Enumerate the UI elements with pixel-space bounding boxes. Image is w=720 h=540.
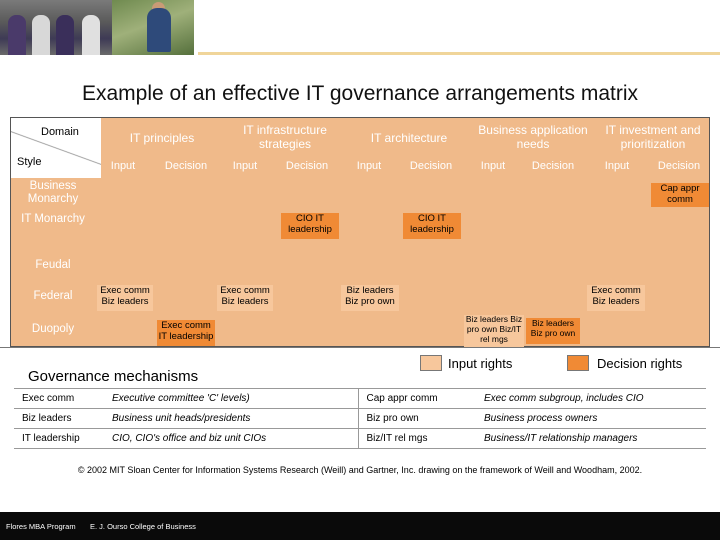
subheader-input: Input — [356, 160, 382, 172]
mechanism-key: Biz leaders — [14, 409, 104, 429]
style-federal: Federal — [33, 290, 73, 302]
footer-bar — [0, 512, 720, 540]
mechanisms-table — [14, 388, 706, 449]
cell-itm-architecture-decision: CIO IT leadership — [403, 213, 461, 239]
subheader-input: Input — [480, 160, 506, 172]
governance-mechanisms-title: Governance mechanisms — [28, 368, 199, 385]
style-duopoly: Duopoly — [31, 323, 75, 335]
subheader-decision: Decision — [409, 160, 453, 172]
mechanism-desc: Business unit heads/presidents — [104, 409, 358, 429]
governance-matrix — [10, 117, 710, 347]
header-accent-bar — [198, 52, 720, 55]
subheader-decision: Decision — [657, 160, 701, 172]
style-business-monarchy: Business Monarchy — [27, 180, 79, 206]
legend-divider — [0, 347, 720, 348]
style-feudal: Feudal — [35, 259, 71, 271]
mechanism-key: Biz pro own — [358, 409, 476, 429]
cell-federal-investment-input: Exec comm Biz leaders — [587, 285, 645, 311]
cell-federal-architecture-input: Biz leaders Biz pro own — [341, 285, 399, 311]
page-title: Example of an effective IT governance arrangements matrix — [81, 82, 638, 105]
cell-federal-infrastructure-input: Exec comm Biz leaders — [217, 285, 273, 311]
domain-business-applications: Business application needs — [478, 123, 588, 151]
legend-input-swatch — [420, 355, 442, 371]
mechanism-desc: Business/IT relationship managers — [476, 429, 706, 449]
cell-duopoly-applications-decision: Biz leaders Biz pro own — [526, 318, 580, 344]
mechanism-desc: Business process owners — [476, 409, 706, 429]
corner-domain-label: Domain — [41, 126, 79, 138]
matrix-corner — [11, 118, 101, 178]
reading-student-photo — [112, 0, 194, 55]
header-photos — [0, 0, 200, 55]
mechanism-desc: Exec comm subgroup, includes CIO — [476, 389, 706, 409]
corner-style-label: Style — [17, 156, 42, 168]
domain-it-investment: IT investment and prioritization — [605, 123, 701, 151]
cell-itm-infrastructure-decision: CIO IT leadership — [281, 213, 339, 239]
cell-bm-investment-decision: Cap appr comm — [651, 183, 709, 207]
mechanism-key: IT leadership — [14, 429, 104, 449]
subheader-decision: Decision — [164, 160, 208, 172]
subheader-input: Input — [110, 160, 136, 172]
legend-decision-label: Decision rights — [597, 356, 683, 371]
legend-input-label: Input rights — [448, 356, 513, 371]
mechanism-key: Biz/IT rel mgs — [358, 429, 476, 449]
mechanism-key: Exec comm — [14, 389, 104, 409]
subheader-decision: Decision — [285, 160, 329, 172]
domain-it-infrastructure: IT infrastructure strategies — [243, 123, 327, 151]
subheader-input: Input — [232, 160, 258, 172]
copyright-note: © 2002 MIT Sloan Center for Information Systems Research (Weill) and Gartner, Inc. drawing on the framework of Weill and Woodham, 2002. — [77, 465, 643, 475]
mechanism-desc: Executive committee 'C' levels) — [104, 389, 358, 409]
subheader-input: Input — [604, 160, 630, 172]
students-photo — [0, 0, 112, 55]
table-row — [14, 389, 706, 409]
footer-college: E. J. Ourso College of Business — [90, 522, 196, 531]
table-row — [14, 409, 706, 429]
subheader-decision: Decision — [531, 160, 575, 172]
mechanism-desc: CIO, CIO's office and biz unit CIOs — [104, 429, 358, 449]
style-it-monarchy: IT Monarchy — [21, 213, 85, 225]
footer-program: Flores MBA Program — [6, 522, 76, 531]
mechanism-key: Cap appr comm — [358, 389, 476, 409]
domain-it-principles: IT principles — [129, 131, 195, 145]
legend-decision-swatch — [567, 355, 589, 371]
cell-duopoly-applications-input: Biz leaders Biz pro own Biz/IT rel mgs — [464, 315, 524, 347]
domain-it-architecture: IT architecture — [370, 131, 448, 145]
cell-federal-principles-input: Exec comm Biz leaders — [97, 285, 153, 311]
table-row — [14, 429, 706, 449]
cell-duopoly-principles-decision: Exec comm IT leadership — [157, 320, 215, 346]
